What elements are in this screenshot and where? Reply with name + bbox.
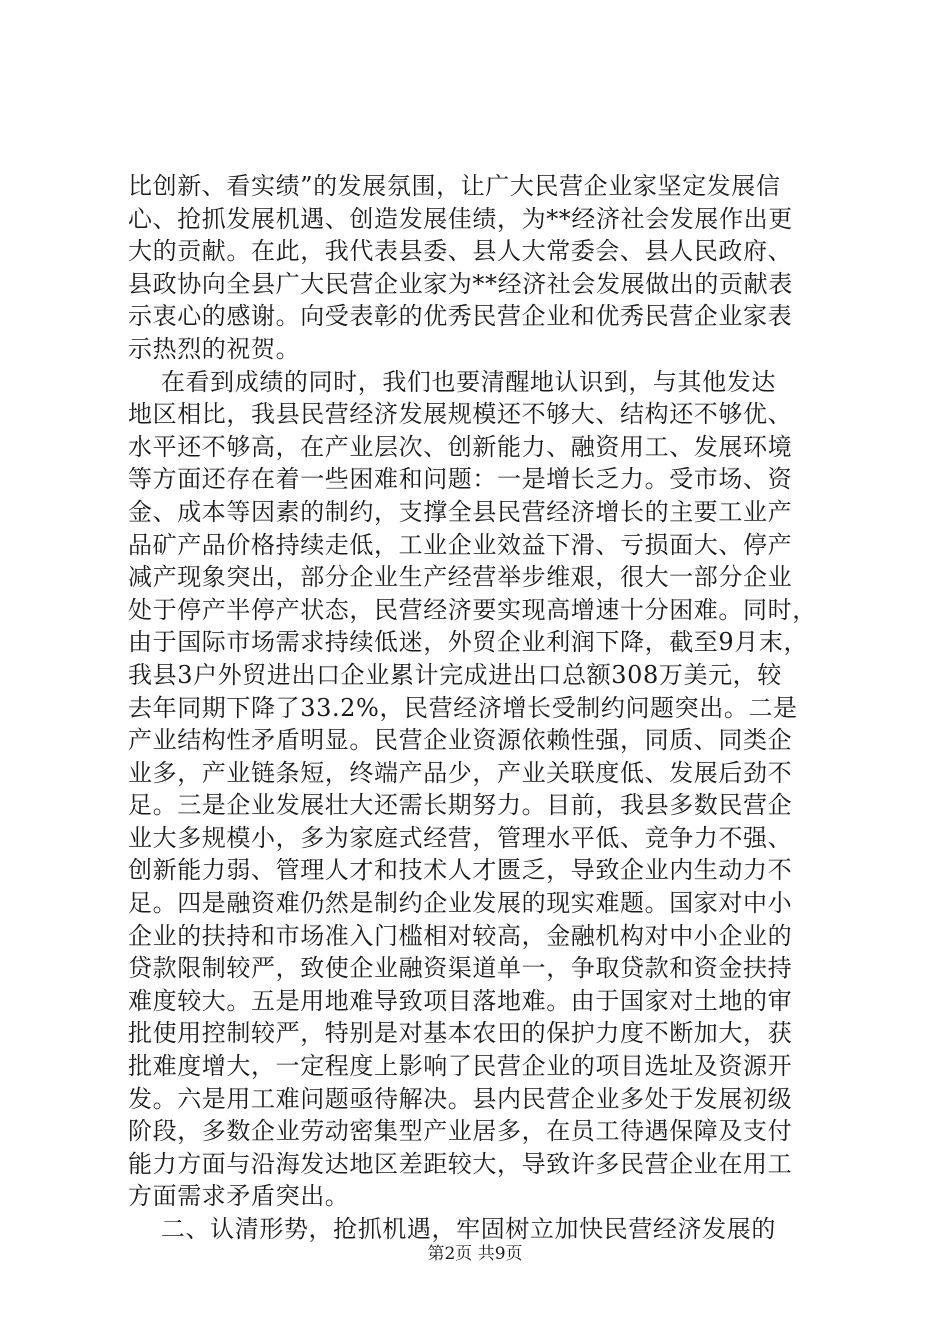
text-line: 产业结构性矛盾明显。民营企业资源依赖性强，同质、同类企 [128, 726, 793, 755]
text-line: 业大多规模小，多为家庭式经营，管理水平低、竞争力不强、 [128, 823, 793, 852]
text-line: 贷款限制较严，致使企业融资渠道单一，争取贷款和资金扶持 [128, 954, 793, 983]
text-line: 心、抢抓发展机遇、创造发展佳绩，为**经济社会发展作出更 [128, 204, 793, 233]
text-line: 等方面还存在着一些困难和问题：一是增长乏力。受市场、资 [128, 465, 793, 494]
text-line: 大的贡献。在此，我代表县委、县人大常委会、县人民政府、 [128, 237, 793, 266]
text-line: 示热烈的祝贺。 [128, 334, 301, 363]
text-line: 能力方面与沿海发达地区差距较大，导致许多民营企业在用工 [128, 1149, 793, 1178]
text-line: 业多，产业链条短，终端产品少，产业关联度低、发展后劲不 [128, 758, 793, 787]
page-number-label: 第2页 共9页 [427, 1244, 523, 1264]
text-line: 方面需求矛盾突出。 [128, 1182, 350, 1211]
text-line: 企业的扶持和市场准入门槛相对较高，金融机构对中小企业的 [128, 921, 793, 950]
text-line: 阶段，多数企业劳动密集型产业居多，在员工待遇保障及支付 [128, 1117, 793, 1146]
text-line: 县政协向全县广大民营企业家为**经济社会发展做出的贡献表 [128, 269, 793, 298]
text-line: 品矿产品价格持续走低，工业企业效益下滑、亏损面大、停产 [128, 530, 793, 559]
text-line: 由于国际市场需求持续低迷，外贸企业利润下降，截至9月末， [128, 628, 809, 657]
body-text [128, 170, 828, 1246]
text-line: 减产现象突出，部分企业生产经营举步维艰，很大一部分企业 [128, 563, 793, 592]
text-line: 处于停产半停产状态，民营经济要实现高增速十分困难。同时， [128, 595, 817, 624]
text-line: 发。六是用工难问题亟待解决。县内民营企业多处于发展初级 [128, 1084, 793, 1113]
text-line: 创新能力弱、管理人才和技术人才匮乏，导致企业内生动力不 [128, 856, 793, 885]
text-line: 金、成本等因素的制约，支撑全县民营经济增长的主要工业产 [128, 497, 793, 526]
text-line: 比创新、看实绩”的发展氛围，让广大民营企业家坚定发展信 [128, 172, 781, 200]
text-line: 批难度增大，一定程度上影响了民营企业的项目选址及资源开 [128, 1052, 793, 1081]
page-footer [0, 1244, 950, 1264]
text-line: 水平还不够高，在产业层次、创新能力、融资用工、发展环境 [128, 432, 793, 461]
text-line: 足。四是融资难仍然是制约企业发展的现实难题。国家对中小 [128, 889, 793, 918]
text-line: 足。三是企业发展壮大还需长期努力。目前，我县多数民营企 [128, 791, 793, 820]
text-line: 难度较大。五是用地难导致项目落地难。由于国家对土地的审 [128, 986, 793, 1015]
text-line: 我县3户外贸进出口企业累计完成进出口总额308万美元，较 [128, 660, 782, 689]
text-line: 地区相比，我县民营经济发展规模还不够大、结构还不够优、 [128, 400, 793, 429]
text-line: 示衷心的感谢。向受表彰的优秀民营企业和优秀民营企业家表 [128, 302, 793, 331]
text-line: 二、认清形势，抢抓机遇，牢固树立加快民营经济发展的 [128, 1215, 776, 1243]
text-line: 在看到成绩的同时，我们也要清醒地认识到，与其他发达 [128, 367, 776, 396]
text-line: 批使用控制较严，特别是对基本农田的保护力度不断加大，获 [128, 1019, 793, 1048]
text-line: 去年同期下降了33.2%，民营经济增长受制约问题突出。二是 [128, 693, 798, 722]
